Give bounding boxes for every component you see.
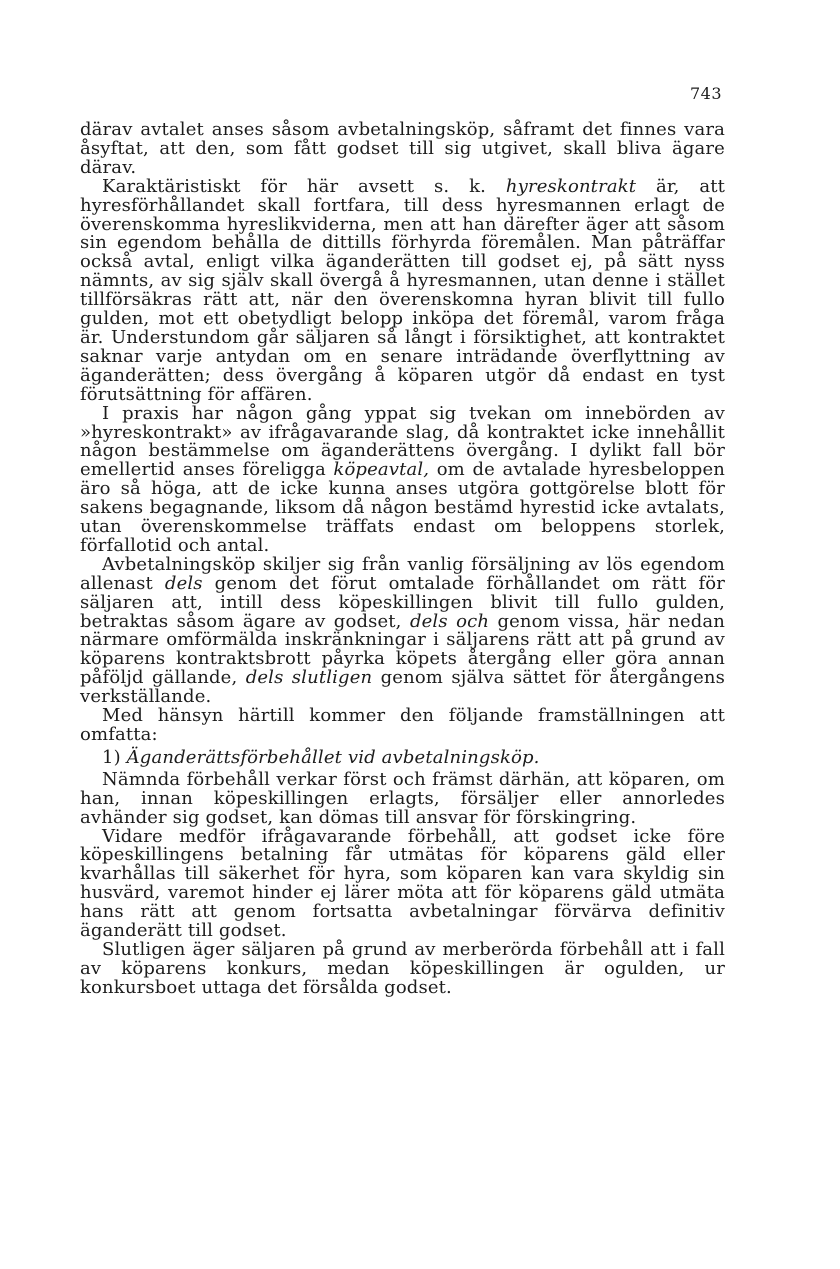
body-text <box>80 121 725 998</box>
section-heading <box>80 746 725 768</box>
section-heading-title: Äganderättsförbehållet vid avbetalningsköp. <box>126 746 540 768</box>
paragraph-2-text-b: är, att hyresförhållandet skall fortfara, till dess hyresmannen erlagt de överenskomma hyreslikviderna, men att han därefter äger att såsom sin egendom behålla de dittills förhyrda föremålen. Man påträffar också avtal, enligt vilka äganderätten till godset ej, på sätt nyss nämnts, av sig själv skall övergå å hyresmannen, utan denne i stället tillförsäkras rätt att, när den överenskomna hyran blivit till fullo gulden, mot ett obetydligt belopp inköpa det föremål, varom fråga är. Understundom går säljaren så långt i försiktighet, att kontraktet saknar varje antydan om en senare inträdande överflyttning av äganderätten; dess övergång å köparen utgör då endast en tyst förutsättning för affären. <box>80 175 725 405</box>
paragraph-8: Slutligen äger säljaren på grund av merberörda förbehåll att i fall av köparens konkurs, medan köpeskillingen är ogulden, ur konkursboet uttaga det försålda godset. <box>80 938 725 998</box>
paragraph-3 <box>80 402 725 556</box>
paragraph-4-text-c: genom vissa, här nedan närmare omförmälda inskränkningar i säljarens rätt att på grund av köparens kontraktsbrott påyrka köpets återgång eller göra annan påföljd gällande, <box>80 610 725 689</box>
term-dels-slutligen: dels slutligen <box>245 667 373 689</box>
term-dels: dels <box>164 572 203 594</box>
paragraph-3-text-b: om de avtalade hyresbeloppen äro så höga, att de icke kunna anses utgöra gottgörelse blott för sakens begagnande, liksom då någon bestämd hyrestid icke avtalats, utan överenskommelse träffats endast om beloppens storlek, förfallotid och antal. <box>80 459 725 556</box>
paragraph-4-text-b: genom det förut omtalade förhållandet om rätt för säljaren att, intill dess köpeskillingen blivit till fullo gulden, betraktas såsom ägare av godset, <box>80 572 726 632</box>
paragraph-4-text-d: genom själva sättet för återgångens verkställande. <box>80 667 726 708</box>
page-number: 743 <box>690 84 723 103</box>
term-dels-och: dels och <box>409 610 490 632</box>
paragraph-6: Nämnda förbehåll verkar först och främst därhän, att köparen, om han, innan köpeskillingen erlagts, försäljer eller annorledes avhänder sig godset, kan dömas till ansvar för förskingring. <box>80 768 725 828</box>
paragraph-4-text-a: Avbetalningsköp skiljer sig från vanlig försäljning av lös egendom allenast <box>80 553 725 594</box>
term-hyreskontrakt: hyreskontrakt <box>505 175 637 197</box>
paragraph-2-text-a: Karaktäristiskt för här avsett s. k. <box>102 175 506 197</box>
paragraph-7: Vidare medför ifrågavarande förbehåll, att godset icke före köpeskillingens betalning får utmätas för köparens gäld eller kvarhållas till säkerhet för hyra, som köparen kan vara skyldig sin husvärd, varemot hinder ej lärer möta att för köparens gäld utmäta hans rätt att genom fortsatta avbetalningar förvärva definitiv äganderätt till godset. <box>80 825 725 942</box>
paragraph-4 <box>80 553 726 708</box>
paragraph-1: därav avtalet anses såsom avbetalningsköp, såframt det finnes vara åsyftat, att den, som fått godset till sig utgivet, skall bliva ägare därav. <box>80 119 725 178</box>
paragraph-2 <box>80 175 725 405</box>
section-heading-number: 1) <box>102 746 127 768</box>
paragraph-3-text-a: I praxis har någon gång yppat sig tvekan om innebörden av »hyreskontrakt» av ifrågavarande slag, då kontraktet icke innehållit någon bestämmelse om äganderättens övergång. I dylikt fall bör emellertid anses föreligga <box>80 402 725 481</box>
paragraph-5: Med hänsyn härtill kommer den följande framställningen att omfatta: <box>80 705 725 745</box>
term-kopeavtal: köpeavtal, <box>333 459 430 481</box>
